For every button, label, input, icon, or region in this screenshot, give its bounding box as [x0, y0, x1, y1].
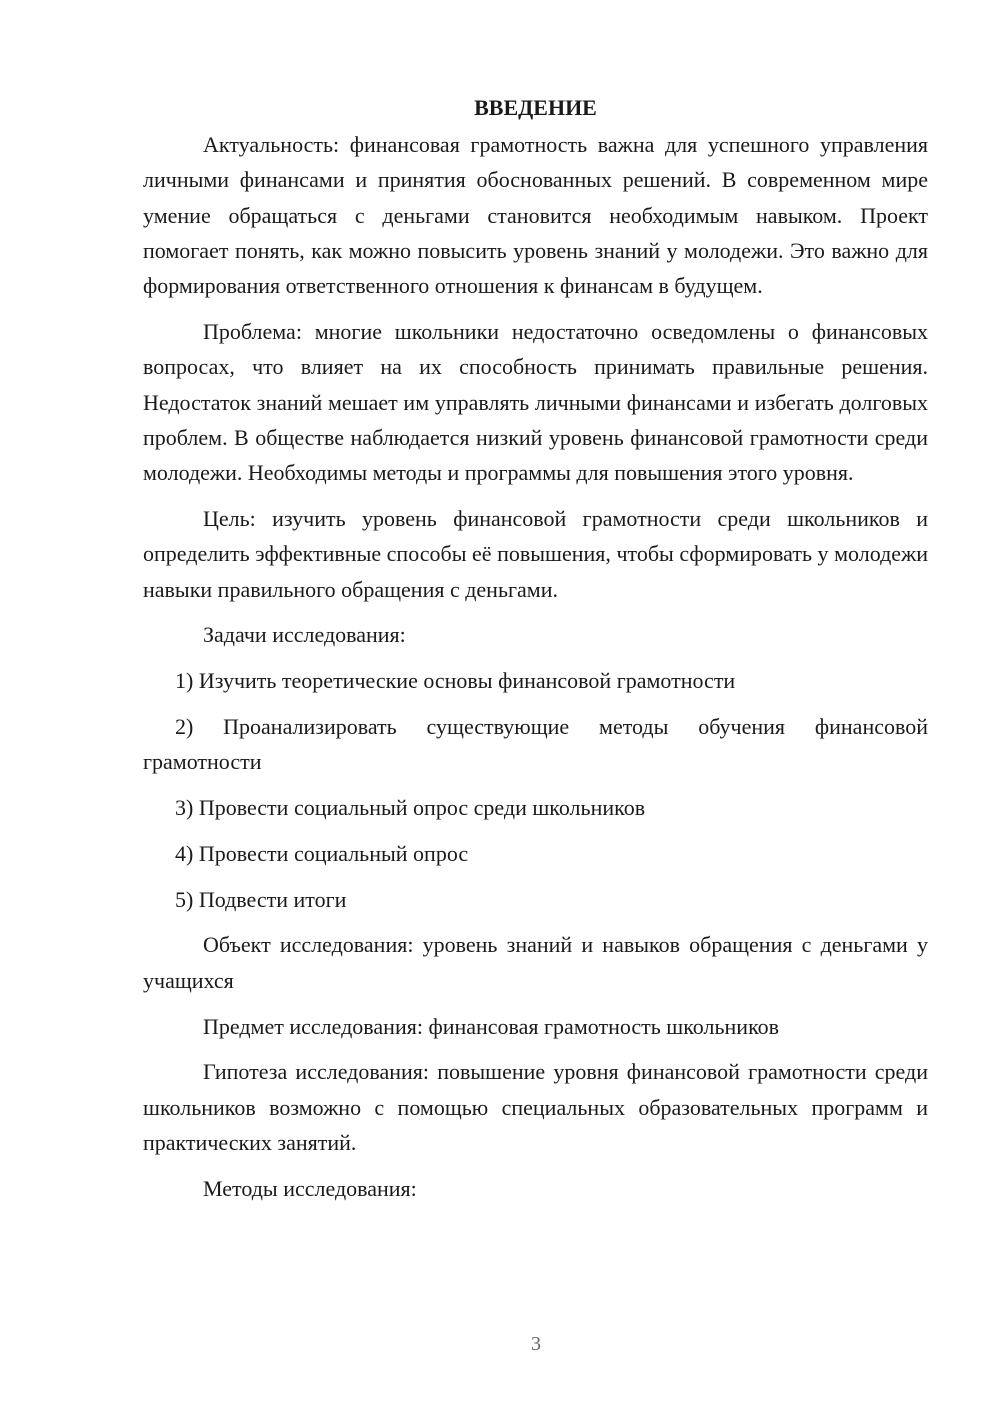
tasks-heading: Задачи исследования: — [203, 622, 406, 648]
paragraph-goal: Цель: изучить уровень финансовой грамотности среди школьников и определить эффективные способы её повышения, чтобы сформировать у молодежи навыки правильного обращения с деньгами. — [143, 505, 928, 602]
task-item: 4) Провести социальный опрос — [175, 840, 469, 866]
task-item: 1) Изучить теоретические основы финансовой грамотности — [175, 668, 736, 694]
paragraph-object: Объект исследования: уровень знаний и навыков обращения с деньгами у учащихся — [143, 932, 928, 993]
paragraph-hypothesis: Гипотеза исследования: повышение уровня финансовой грамотности среди школьников возможно с помощью специальных образовательных программ и практических занятий. — [143, 1059, 928, 1155]
task-item: 3) Провести социальный опрос среди школьников — [175, 795, 646, 821]
paragraph-subject: Предмет исследования: финансовая грамотность школьников — [203, 1013, 780, 1039]
paragraph-problem: Проблема: многие школьники недостаточно осведомлены о финансовых вопросах, что влияет на их способность принимать правильные решения. Недостаток знаний мешает им управлять личными финансами и избегать долговых проблем. В обществе наблюдается низкий уровень финансовой грамотности среди молодежи. Необходимы методы и программы для повышения этого уровня. — [143, 318, 928, 486]
task-item: 5) Подвести итоги — [175, 886, 347, 912]
task-item: 2) Проанализировать существующие методы обучения финансовой грамотности — [143, 713, 928, 775]
section-title: ВВЕДЕНИЕ — [474, 95, 597, 120]
document-body — [143, 90, 928, 1217]
methods-heading: Методы исследования: — [203, 1175, 417, 1201]
page-number: 3 — [531, 1333, 541, 1355]
paragraph-relevance: Актуальность: финансовая грамотность важна для успешного управления личными финансами и принятия обоснованных решений. В современном мире умение обращаться с деньгами становится необходимым навыком. Проект помогает понять, как можно повысить уровень знаний у молодежи. Это важно для формирования ответственного отношения к финансам в будущем. — [143, 132, 928, 299]
